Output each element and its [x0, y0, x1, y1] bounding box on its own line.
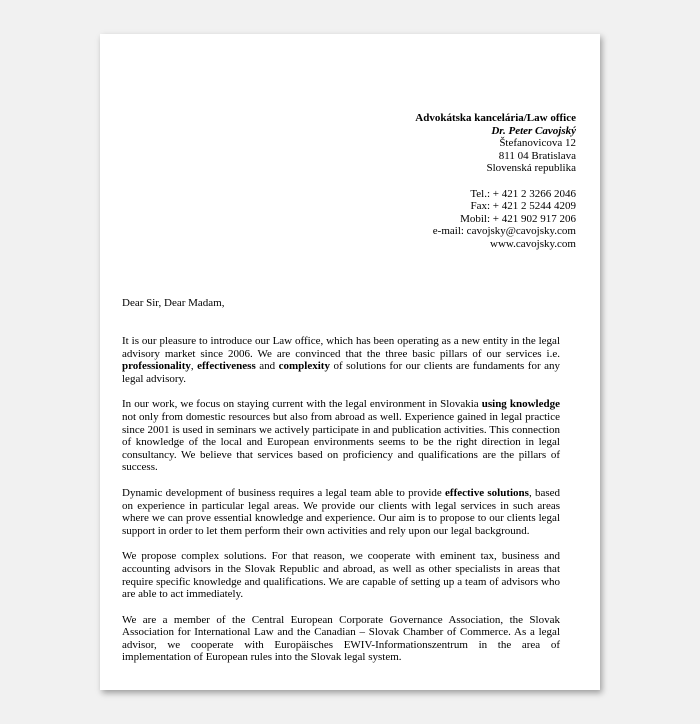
- mobile-number: Mobil: + 421 902 917 206: [460, 212, 576, 225]
- paragraph-4: We propose complex solutions. For that reason, we cooperate with eminent tax, business and accounting advisors in the Slovak Republic and abroad, as well as other specialists in areas that require specific knowledge and qualifications. We are capable of setting up a team of advisors who are able to act immediately.: [122, 550, 560, 601]
- letter-page: [100, 34, 600, 690]
- paragraph-1: It is our pleasure to introduce our Law office, which has been operating as a new entity in the legal advisory market since 2006. We are convinced that the three basic pillars of our services i.e. professionality, effectiveness and complexity of solutions for our clients are fundaments for any legal advisory.: [122, 335, 560, 385]
- salutation: Dear Sir, Dear Madam,: [122, 297, 225, 309]
- address-street: Štefanovicova 12: [499, 137, 576, 150]
- fax-number: Fax: + 421 2 5244 4209: [470, 200, 576, 213]
- letter-body: [122, 335, 560, 677]
- address-country: Slovenská republika: [486, 162, 576, 175]
- paragraph-3: Dynamic development of business requires a legal team able to provide effective solutions, based on experience in particular legal areas. We provide our clients with legal services in such areas where we can prove essential knowledge and experience. Our aim is to propose to our clients legal support in order to let them perform their own activities and rely upon our legal background.: [122, 486, 561, 537]
- paragraph-5: We are a member of the Central European Corporate Governance Association, the Slovak Association for International Law and the Canadian – Slovak Chamber of Commerce. As a legal advisor, we cooperate with Europäisches EWIV-Informationszentrum in the area of implementation of European rules into the Slovak legal system.: [122, 613, 560, 664]
- paragraph-2: In our work, we focus on staying current with the legal environment in Slovakia using knowledge not only from domestic resources but also from abroad as well. Experience gained in legal practice since 2001 is used in seminars we actively participate in and publication activities. This connection of knowledge of the local and European environments seems to be the right direction in legal consultancy. We believe that services based on proficiency and qualifications are the pillars of success.: [122, 398, 560, 474]
- letterhead: [415, 112, 576, 251]
- website: www.cavojsky.com: [490, 237, 576, 250]
- email-address: e-mail: cavojsky@cavojsky.com: [432, 225, 576, 238]
- firm-name: Advokátska kancelária/Law office: [415, 112, 576, 124]
- phone-number: Tel.: + 421 2 3266 2046: [470, 187, 576, 200]
- lawyer-name: Dr. Peter Cavojský: [491, 124, 576, 137]
- address-city: 811 04 Bratislava: [498, 149, 576, 162]
